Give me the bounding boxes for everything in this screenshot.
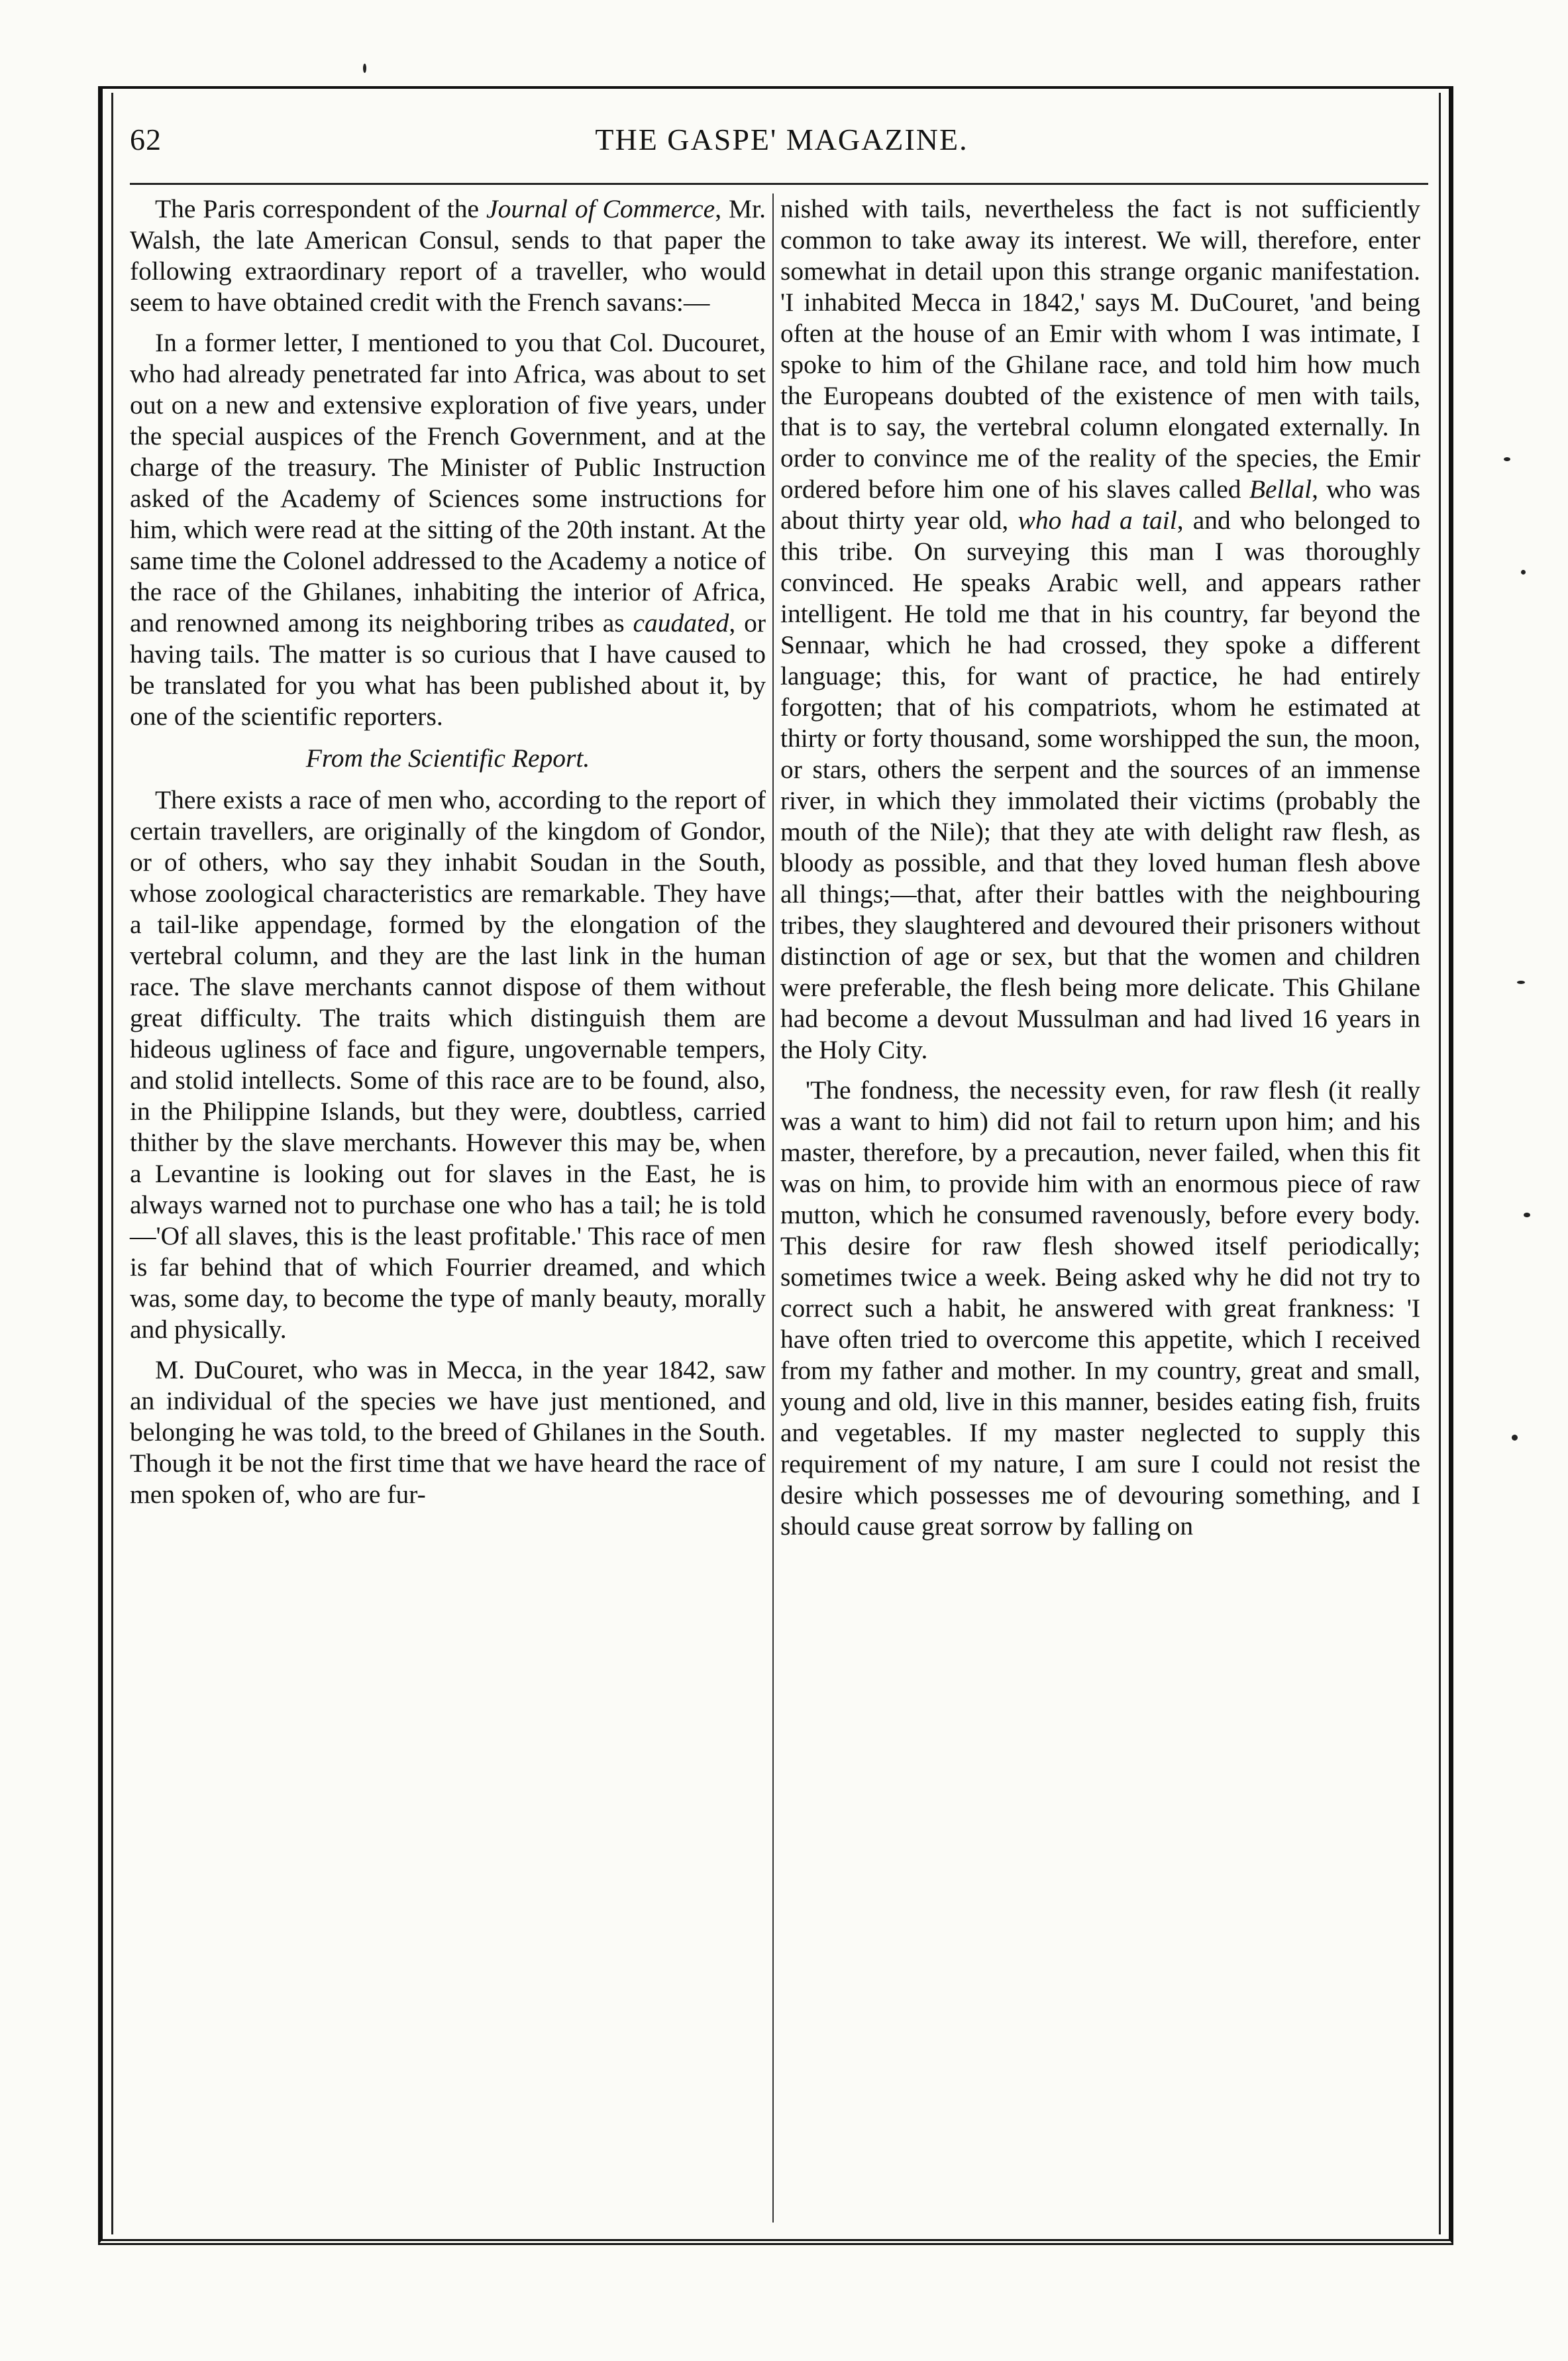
report-paragraph: There exists a race of men who, according to the report of certain travellers, are originally of the kingdom of Gondor, or of others, who say they inhabit Soudan in the South, whose zoological characteristics are remarkable. They have a tail-like appendage, formed by the elongation of the vertebral column, and they are the last link in the human race. The slave merchants cannot dispose of them without great difficulty. The traits which distinguish them are hideous ugliness of face and figure, ungovernable tempers, and stolid intellects. Some of this race are to be found, also, in the Philippine Islands, but they were, doubtless, carried thither by the slave merchants. However this may be, when a Levantine is looking out for slaves in the East, he is always warned not to purchase one who has a tail; he is told —'Of all slaves, this is the least profitable.' This race of men is far behind that of which Fourrier dreamed, and which was, some day, to become the type of manly beauty, morally and physically. <box>130 785 766 1344</box>
ducouret-paragraph: M. DuCouret, who was in Mecca, in the year 1842, saw an individual of the species we have just mentioned, and belonging he was told, to the breed of Ghilanes in the South. Though it be not the first time that we have heard the race of men spoken of, who are fur- <box>130 1355 766 1509</box>
bellal-name: Bellal <box>1249 474 1312 504</box>
continued-text-a: nished with tails, nevertheless the fact is not sufficiently common to take away its interest. We will, therefore, enter somewhat in detail upon this strange organic manifestation. 'I inhabited Mecca in 1842,' says M. DuCouret, 'and being often at the house of an Emir with whom I was intimate, I spoke to him of the Ghilane race, and told him how much the Europeans doubted of the existence of men with tails, that is to say, the vertebral column elongated externally. In order to convince me of the reality of the species, the Emir ordered before him one of his slaves called <box>780 194 1420 504</box>
print-speck <box>1512 1435 1518 1441</box>
section-heading: From the Scientific Report. <box>305 743 590 773</box>
print-speck <box>1521 570 1526 575</box>
tail-phrase: who had a tail <box>1018 506 1177 535</box>
print-speck <box>1524 1213 1530 1217</box>
letter-text-a: In a former letter, I mentioned to you that Col. Ducouret, who had already penetrated far into Africa, was about to set out on a new and extensive exploration of five years, under the special auspices of the French Government, and at the charge of the treasury. The Minister of Public Instruction asked of the Academy of Sciences some instructions for him, which were read at the sitting of the 20th instant. At the same time the Colonel addressed to the Academy a notice of the race of the Ghilanes, inhabiting the interior of Africa, and renowned among its neighboring tribes as <box>130 328 766 637</box>
print-speck <box>1504 457 1510 461</box>
letter-paragraph <box>130 327 766 732</box>
right-column <box>780 193 1420 1551</box>
continued-text-c: , and who belonged to this tribe. On surveying this man I was thoroughly convinced. He speaks Arabic well, and appears rather intelligent. He told me that in his country, far beyond the Sennaar, which he had crossed, they spoke a different language; this, for want of practice, he had entirely forgotten; that of his compatriots, whom he estimated at thirty or forty thousand, some worshipped the sun, the moon, or stars, others the serpent and the sources of an immense river, in which they immolated their victims (probably the mouth of the Nile); that they ate with delight raw flesh, as bloody as possible, and that they loved human flesh above all things;—that, after their battles with the neighbouring tribes, they slaughtered and devoured their prisoners without distinction of age or sex, but that the women and children were preferable, the flesh being more delicate. This Ghilane had become a devout Mussulman and had lived 16 years in the Holy City. <box>780 506 1420 1064</box>
caudated-term: caudated <box>633 608 729 637</box>
intro-paragraph <box>130 193 766 318</box>
magazine-title: THE GASPE' MAGAZINE. <box>595 123 968 156</box>
page-header <box>130 114 1434 174</box>
inner-rule-right <box>1439 93 1441 2234</box>
intro-text-a: The Paris correspondent of the <box>155 194 487 223</box>
left-column <box>130 193 766 1519</box>
continued-paragraph <box>780 193 1420 1066</box>
fondness-paragraph: 'The fondness, the necessity even, for raw flesh (it really was a want to him) did not fail to return upon him; and his master, therefore, by a precaution, never failed, when this fit was on him, to provide him with an enormous piece of raw mutton, which he consumed ravenously, before every body. This desire for raw flesh showed itself periodically; sometimes twice a week. Being asked why he did not try to correct such a habit, he answered with great frankness: 'I have often tried to overcome this appetite, which I received from my father and mother. In my country, great and small, young and old, live in this manner, besides eating fish, fruits and vegetables. If my master neglected to supply this requirement of my nature, I am sure I could not resist the desire which possesses me of devouring something, and I should cause great sorrow by falling on <box>780 1075 1420 1541</box>
intro-text-b: , Mr. Walsh, the late American Consul, sends to that paper the following extraordinary report of a traveller, who would seem to have obtained credit with the French savans:— <box>130 194 766 317</box>
print-speck <box>363 64 366 73</box>
letter-text-b: , or having tails. The matter is so curious that I have caused to be translated for you what has been published about it, by one of the scientific reporters. <box>130 608 766 731</box>
page-number: 62 <box>130 123 162 156</box>
journal-title: Journal of Commerce <box>486 194 715 223</box>
inner-rule-left <box>111 93 113 2234</box>
header-rule <box>130 183 1428 185</box>
column-divider <box>772 193 774 2223</box>
print-speck <box>1517 981 1525 984</box>
continued-text-b: , who was about thirty year old, <box>780 474 1420 535</box>
